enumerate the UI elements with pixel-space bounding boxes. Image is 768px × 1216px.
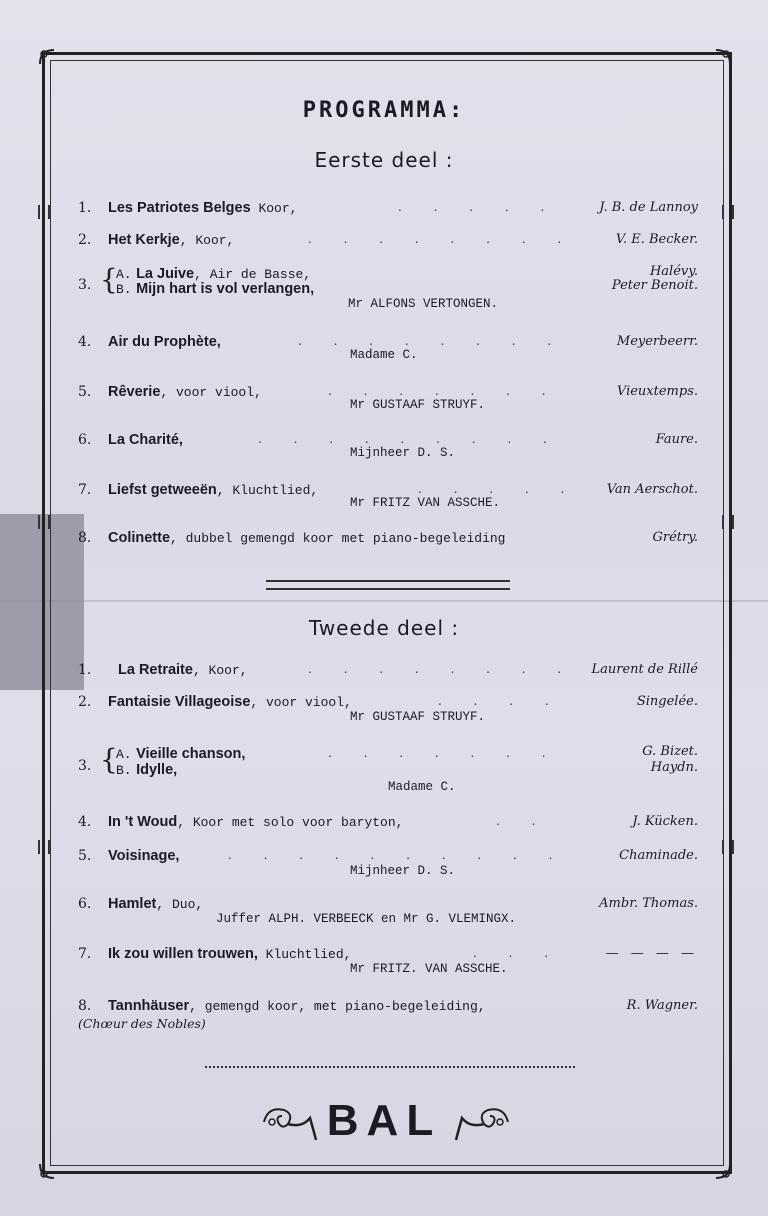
program-item [78,848,698,888]
leader-dots: . . . . . . . . [298,334,566,348]
program-item [78,814,698,844]
program-item [78,662,698,692]
sub-label: A. [116,747,132,762]
performer: Mr FRITZ VAN ASSCHE. [350,496,501,510]
piece-desc: , Koor, [192,663,248,678]
performer: Mr ALFONS VERTONGEN. [348,297,499,311]
program-item [78,694,698,734]
program-item [78,334,698,374]
piece-desc: , voor viool, [250,695,352,710]
item-number: 5. [78,848,92,864]
composer: J. B. de Lannoy [599,200,698,215]
piece-desc: , voor viool, [160,385,262,400]
composer: Halévy. [649,264,698,279]
corner-ornament-icon [712,1160,734,1182]
corner-ornament-icon [36,46,58,68]
composer: Van Aerschot. [606,482,698,497]
performer: Mijnheer D. S. [350,446,456,460]
piece-name: Rêverie [108,384,161,400]
program-item [78,384,698,424]
piece-desc: , Air de Basse, [194,267,312,282]
corner-ornament-icon [712,46,734,68]
leader-dots: . . . . . . . [328,384,560,398]
piece-note: (Chœur des Nobles) [78,1016,206,1031]
border-tick [722,515,734,529]
scroll-ornament-right-icon [454,1098,514,1142]
border-tick [38,205,50,219]
part1-heading: Eerste deel : [314,148,454,172]
item-number: 2. [78,694,92,710]
composer: Faure. [655,432,698,447]
piece-desc: , gemengd koor, met piano-begeleiding, [189,999,486,1014]
corner-ornament-icon [36,1160,58,1182]
piece-name: La Juive [136,266,195,282]
composer: V. E. Becker. [615,232,698,247]
composer: Chaminade. [619,848,698,863]
composer: Peter Benoit. [611,278,698,293]
sub-label: B. [116,763,132,778]
piece-name: Fantaisie Villageoise [108,694,251,710]
performer: Mr GUSTAAF STRUYF. [350,710,486,724]
piece-desc: Kluchtlied, [257,947,352,962]
piece-desc: , Koor, [179,233,235,248]
program-item [78,263,698,316]
leader-dots: . . . . . [418,482,579,496]
composer: G. Bizet. [642,744,698,759]
part2-heading: Tweede deel : [308,616,460,640]
leader-dots: . . . . . . . . [308,232,576,246]
item-number: 6. [78,432,92,448]
item-number: 4. [78,334,92,350]
leader-dots: . . . [473,946,563,960]
performer: Madame C. [388,780,456,794]
composer: Singelée. [636,694,698,709]
border-tick [38,840,50,854]
border-tick [722,840,734,854]
piece-name: Tannhäuser [108,998,190,1014]
brace-icon: { [100,263,118,296]
sub-label: B. [116,282,132,297]
item-number: 7. [78,482,92,498]
item-number: 8. [78,998,92,1014]
leader-dots: . . . . . . . . . [258,432,561,446]
piece-name: In 't Woud [108,814,178,830]
program-item [78,432,698,472]
leader-dots: . . . . [438,694,563,708]
piece-name: Mijn hart is vol verlangen, [136,281,315,297]
piece-name: Het Kerkje [108,232,180,248]
item-number: 2. [78,232,92,248]
item-number: 4. [78,814,92,830]
item-number: 8. [78,530,92,546]
program-item [78,200,698,230]
performer: Mr FRITZ. VAN ASSCHE. [350,962,508,976]
composer: Grétry. [652,530,698,545]
border-tick [722,205,734,219]
leader-dots: . . . . . . . . . . [228,848,567,862]
border-tick [38,515,50,529]
program-item [78,232,698,262]
piece-desc: , Koor met solo voor baryton, [177,815,404,830]
composer: R. Wagner. [626,998,698,1013]
item-number: 1. [78,662,92,678]
piece-desc: , Kluchtlied, [216,483,319,498]
leader-dots: . . . . . . . . [308,662,576,676]
footer-dotted-rule [205,1066,575,1068]
performer: Juffer ALPH. VERBEECK en Mr G. VLEMINGX. [216,912,517,926]
piece-name: La Charité, [108,432,183,448]
program-item [78,946,698,986]
piece-name: Ik zou willen trouwen, [108,946,258,962]
bal-heading: BAL [326,1096,442,1145]
piece-name: La Retraite [118,662,193,678]
piece-desc: Koor, [250,201,298,216]
composer: Meyerbeerr. [616,334,698,349]
program-item [78,896,698,936]
composer: Ambr. Thomas. [599,896,698,911]
composer: Vieuxtemps. [616,384,698,399]
item-number: 6. [78,896,92,912]
leader-dots: . . . . . [398,200,559,214]
piece-name: Idylle, [136,762,178,778]
item-number: 3. [78,277,92,293]
piece-name: Vieille chanson, [136,746,246,762]
composer: Laurent de Rillé [591,662,698,677]
item-number: 5. [78,384,92,400]
piece-name: Voisinage, [108,848,180,864]
brace-icon: { [100,743,118,776]
piece-name: Colinette [108,530,171,546]
program-item [78,482,698,522]
item-number: 1. [78,200,92,216]
program-item [78,530,698,560]
piece-desc: , Duo, [156,897,204,912]
section-divider [266,580,510,590]
composer: J. Kücken. [632,814,698,829]
leader-dots: . . [496,814,550,828]
item-number: 3. [78,758,92,774]
piece-name: Les Patriotes Belges [108,200,251,216]
piece-name: Air du Prophète, [108,334,221,350]
sub-label: A. [116,267,132,282]
composer: Haydn. [650,760,698,775]
piece-name: Liefst getweeën [108,482,217,498]
piece-desc: , dubbel gemengd koor met piano-begeleiding [170,531,506,546]
performer: Mr GUSTAAF STRUYF. [350,398,486,412]
piece-name: Hamlet [108,896,157,912]
performer: Madame C. [350,348,418,362]
performer: Mijnheer D. S. [350,864,456,878]
program-item [78,743,698,798]
page-title: PROGRAMMA: [302,98,466,123]
leader-dots: . . . . . . . [328,746,560,760]
program-item [78,998,698,1038]
item-number: 7. [78,946,92,962]
composer: — — — — [605,946,698,961]
